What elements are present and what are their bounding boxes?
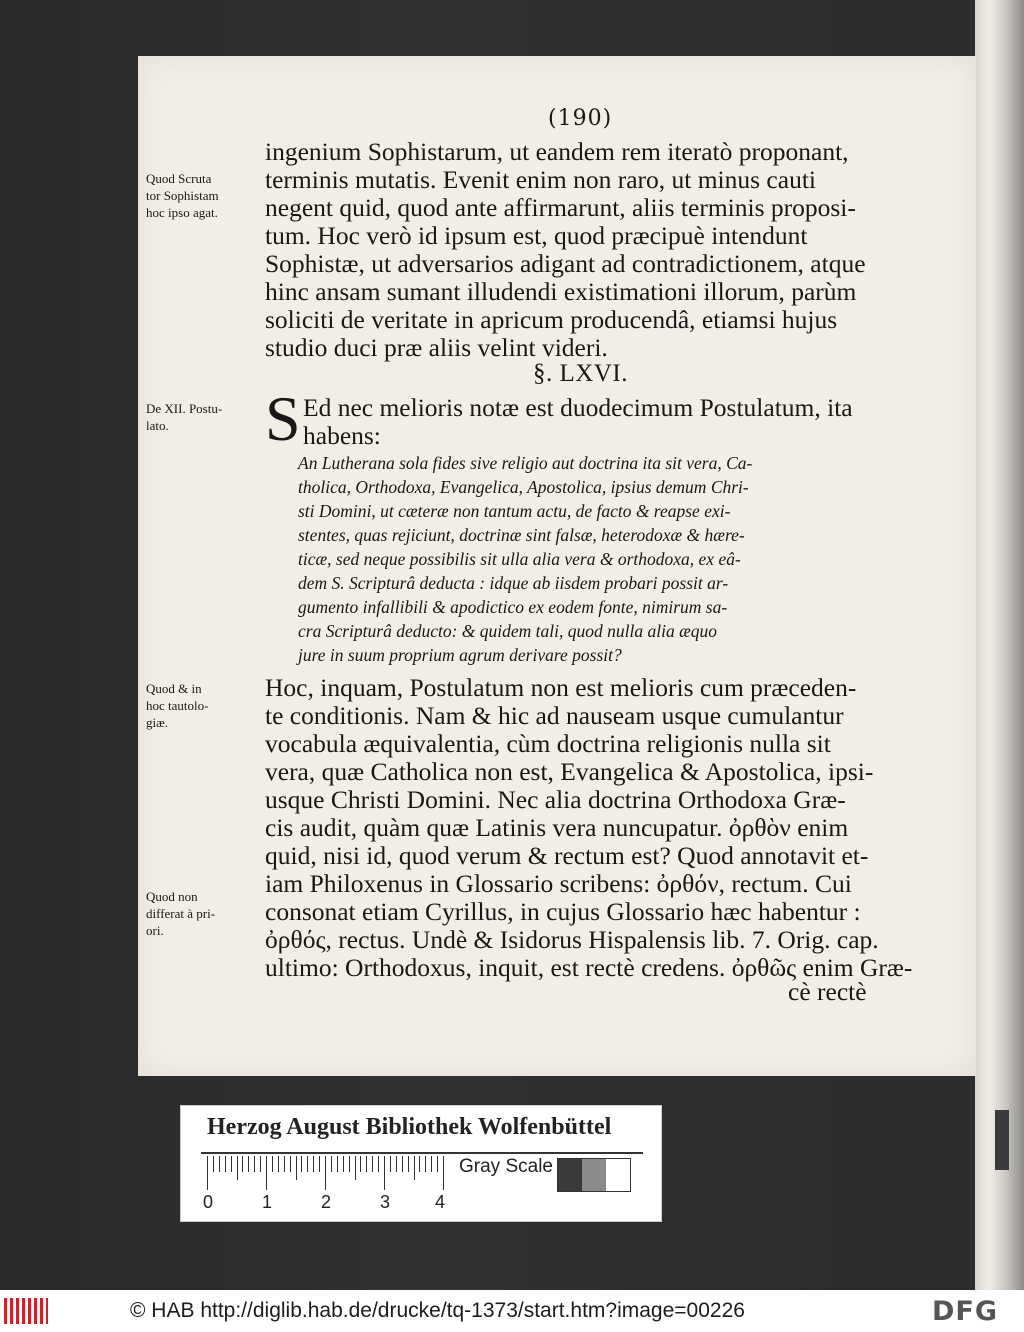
ruler-tick [242, 1156, 243, 1172]
text-line: Hoc, inquam, Postulatum non est melioris cum præceden- [265, 673, 857, 702]
ruler-tick [319, 1156, 320, 1172]
ruler-tick [260, 1156, 261, 1172]
ruler-tick [278, 1156, 279, 1172]
adjacent-page-edge [975, 0, 1024, 1290]
page-number: (190) [548, 106, 613, 131]
catchword: cè rectè [788, 977, 867, 1006]
text-line: habens: [303, 421, 381, 450]
gray-scale-swatch [557, 1158, 631, 1192]
ruler-tick [331, 1156, 332, 1172]
margin-note: Quod non differat à pri- ori. [146, 889, 216, 938]
ruler-tick [437, 1156, 438, 1172]
quote-line: dem S. Scripturâ deducta : idque ab iisdem probari possit ar- [298, 573, 729, 593]
ruler-tick [337, 1156, 338, 1172]
text-line: tum. Hoc verò id ipsum est, quod præcipuè intendunt [265, 221, 808, 250]
section-heading: §. LXVI. [533, 360, 628, 387]
ruler-tick [343, 1156, 344, 1172]
text-line: quid, nisi id, quod verum & rectum est? Quod annotavit et- [265, 841, 869, 870]
ruler-tick [414, 1156, 415, 1180]
barcode-icon [4, 1298, 48, 1324]
ruler-tick [301, 1156, 302, 1172]
ruler-tick [284, 1156, 285, 1172]
ruler-tick [408, 1156, 409, 1172]
ruler-tick [266, 1156, 267, 1190]
footer-bar [0, 1290, 1024, 1332]
text-line: usque Christi Domini. Nec alia doctrina Orthodoxa Græ- [265, 785, 846, 814]
gray-swatch-dark [558, 1159, 582, 1191]
text-line: Sophistæ, ut adversarios adigant ad contradictionem, atque [265, 249, 866, 278]
ruler-tick [313, 1156, 314, 1172]
text-line: ὀρθός, rectus. Undè & Isidorus Hispalensis lib. 7. Orig. cap. [265, 925, 879, 954]
quote-line: jure in suum proprium agrum derivare possit? [298, 645, 622, 665]
ruler-tick [254, 1156, 255, 1172]
ruler-tick [419, 1156, 420, 1172]
ruler-tick [355, 1156, 356, 1180]
quote-line: ticæ, sed neque possibilis sit ulla alia vera & orthodoxa, ex eâ- [298, 549, 741, 569]
library-title: Herzog August Bibliothek Wolfenbüttel [207, 1114, 612, 1140]
ruler-tick [231, 1156, 232, 1172]
ruler-tick [396, 1156, 397, 1172]
measure-ruler [207, 1156, 451, 1196]
gray-swatch-light [606, 1159, 630, 1191]
text-line: vocabula æquivalentia, cùm doctrina religionis nulla sit [265, 729, 831, 758]
ruler-tick [290, 1156, 291, 1172]
ruler-number: 2 [321, 1192, 332, 1212]
ruler-tick [384, 1156, 385, 1190]
ruler-tick [296, 1156, 297, 1180]
margin-note: De XII. Postu- lato. [146, 401, 223, 433]
text-line: terminis mutatis. Evenit enim non raro, ut minus cauti [265, 165, 816, 194]
text-line: cis audit, quàm quæ Latinis vera nuncupatur. ὀρθὸν enim [265, 813, 849, 842]
source-url-text[interactable]: © HAB http://diglib.hab.de/drucke/tq-1373/start.htm?image=00226 [130, 1299, 745, 1322]
ruler-tick [349, 1156, 350, 1172]
text-line: soliciti de veritate in apricum producendâ, etiamsi hujus [265, 305, 838, 334]
ruler-number: 1 [262, 1192, 273, 1212]
drop-cap: S [265, 383, 301, 454]
ruler-tick [425, 1156, 426, 1172]
gray-scale-label: Gray Scale [459, 1156, 553, 1177]
text-line: te conditionis. Nam & hic ad nauseam usque cumulantur [265, 701, 844, 730]
library-label-card [180, 1105, 662, 1222]
edge-shadow [995, 1110, 1009, 1170]
ruler-tick [366, 1156, 367, 1172]
text-line: ultimo: Orthodoxus, inquit, est rectè credens. ὀρθῶς enim Græ- [265, 953, 913, 982]
quote-line: stentes, quas rejiciunt, doctrinæ sint falsæ, heterodoxæ & hære- [298, 525, 745, 545]
ruler-tick [207, 1156, 208, 1190]
gray-swatch-mid [582, 1159, 606, 1191]
ruler-tick [378, 1156, 379, 1172]
ruler-tick [443, 1156, 444, 1190]
quote-line: gumento infallibili & apodictico ex eodem fonte, nimirum sa- [298, 597, 728, 617]
margin-note: Quod & in hoc tautolo- giæ. [146, 681, 209, 730]
ruler-tick [372, 1156, 373, 1172]
text-line: negent quid, quod ante affirmarunt, aliis terminis proposi- [265, 193, 856, 222]
ruler-tick [272, 1156, 273, 1172]
ruler-tick [225, 1156, 226, 1172]
quote-line: tholica, Orthodoxa, Evangelica, Apostolica, ipsius demum Chri- [298, 477, 749, 497]
ruler-number: 0 [203, 1192, 214, 1212]
quote-line: sti Domini, ut cæteræ non tantum actu, de facto & reapse exi- [298, 501, 731, 521]
dfg-logo: DFG [932, 1296, 999, 1327]
text-line: vera, quæ Catholica non est, Evangelica & Apostolica, ipsi- [265, 757, 874, 786]
text-line: ingenium Sophistarum, ut eandem rem iteratò proponant, [265, 137, 849, 166]
ruler-tick [325, 1156, 326, 1190]
ruler-tick [390, 1156, 391, 1172]
ruler-tick [213, 1156, 214, 1172]
ruler-tick [431, 1156, 432, 1172]
quote-line: cra Scripturâ deducto: & quidem tali, quod nulla alia æquo [298, 621, 718, 641]
ruler-tick [402, 1156, 403, 1172]
label-divider [201, 1152, 643, 1154]
ruler-number: 3 [380, 1192, 391, 1212]
quote-line: An Lutherana sola fides sive religio aut doctrina ita sit vera, Ca- [298, 453, 753, 473]
ruler-tick [237, 1156, 238, 1180]
margin-note: Quod Scruta tor Sophistam hoc ipso agat. [146, 171, 219, 220]
ruler-tick [219, 1156, 220, 1172]
ruler-number: 4 [435, 1192, 446, 1212]
book-page [138, 56, 976, 1076]
text-line: consonat etiam Cyrillus, in cujus Glossario hæc habentur : [265, 897, 861, 926]
text-line: Ed nec melioris notæ est duodecimum Postulatum, ita [303, 393, 853, 422]
ruler-tick [360, 1156, 361, 1172]
ruler-tick [248, 1156, 249, 1172]
text-line: iam Philoxenus in Glossario scribens: ὀρθόν, rectum. Cui [265, 869, 852, 898]
text-line: hinc ansam sumant illudendi existimationi illorum, parùm [265, 277, 857, 306]
text-line: studio duci præ aliis velint videri. [265, 333, 608, 362]
ruler-tick [307, 1156, 308, 1172]
